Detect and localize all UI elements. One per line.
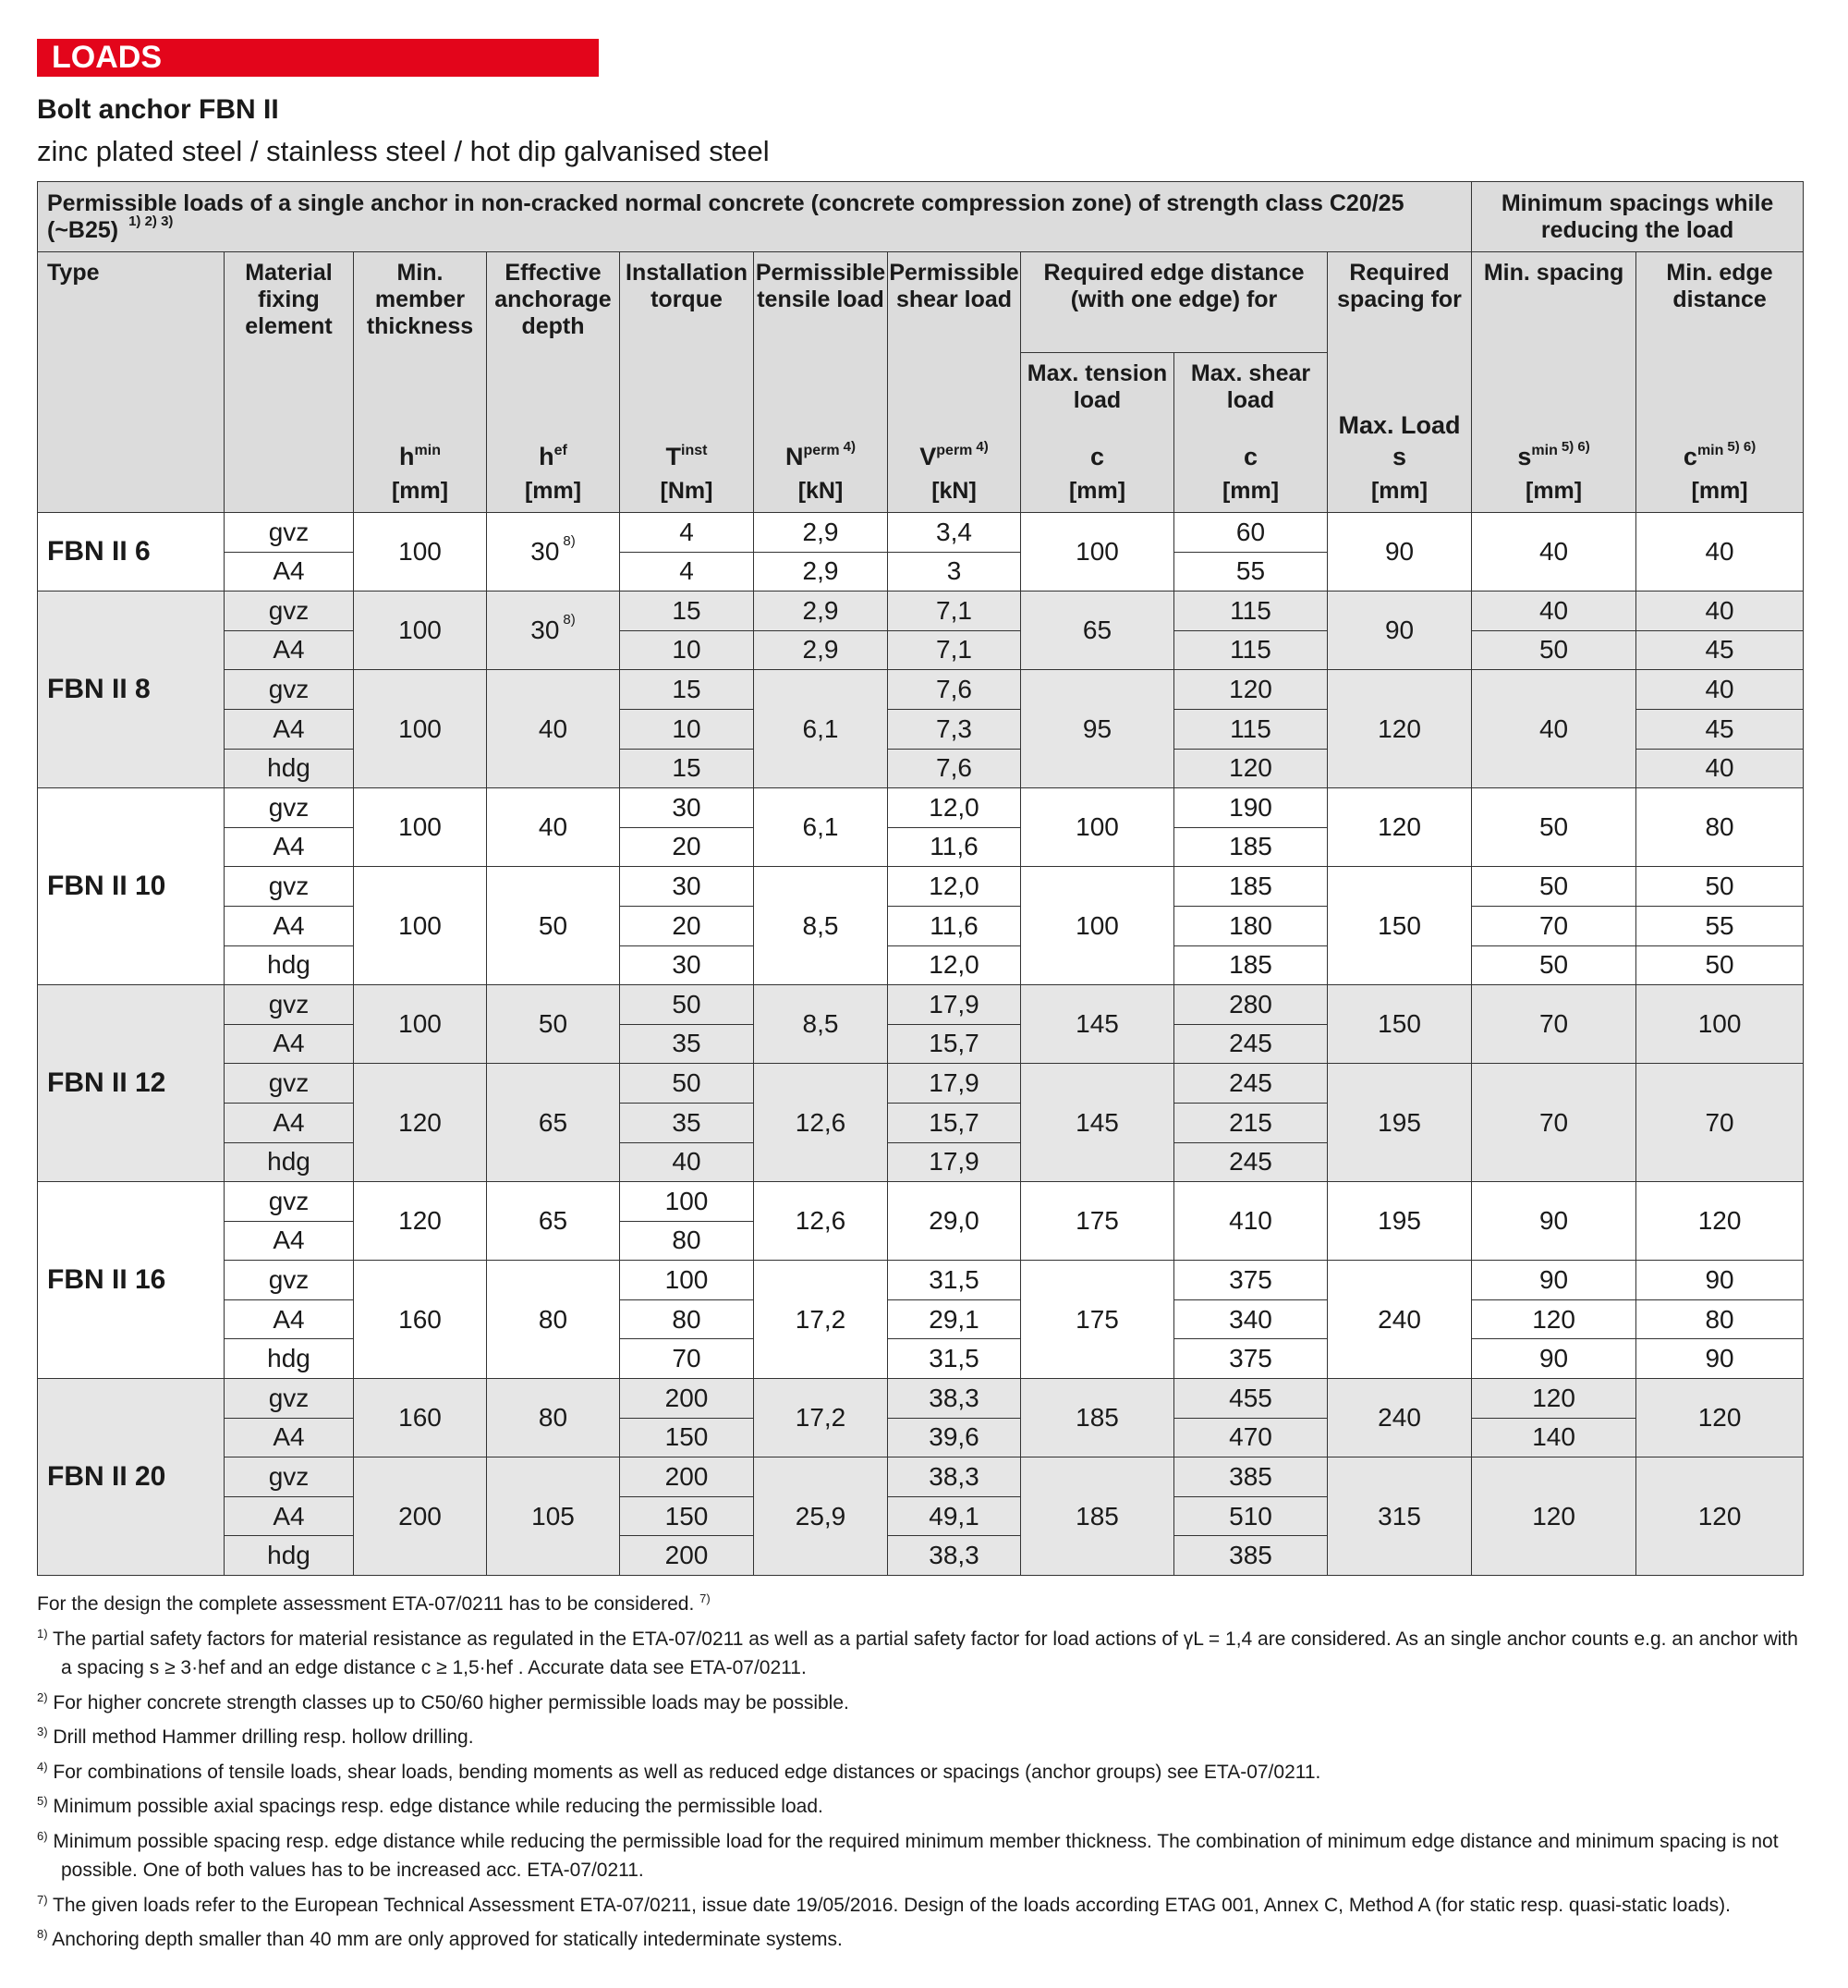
- type-cell: FBN II 10: [38, 788, 225, 985]
- header-edge-tension: Max. tension load c [mm]: [1021, 353, 1174, 513]
- cmin-cell: 90: [1636, 1261, 1804, 1300]
- hmin-cell: 100: [354, 788, 487, 867]
- vperm-cell: 7,1: [888, 592, 1021, 631]
- vperm-cell: 38,3: [888, 1457, 1021, 1497]
- cmin-cell: 120: [1636, 1379, 1804, 1457]
- edge-tension-cell: 65: [1021, 592, 1174, 670]
- header-row-top: [38, 182, 1804, 252]
- hmin-cell: 120: [354, 1064, 487, 1182]
- spacing-cell: 150: [1328, 867, 1472, 985]
- material-cell: A4: [225, 1496, 354, 1536]
- hmin-cell: 120: [354, 1182, 487, 1261]
- tinst-cell: 20: [620, 906, 754, 945]
- page-title: Bolt anchor FBN II: [37, 94, 279, 125]
- edge-shear-cell: 510: [1174, 1496, 1328, 1536]
- table-row: [38, 788, 1804, 828]
- table-row: [38, 1064, 1804, 1104]
- edge-shear-cell: 245: [1174, 1024, 1328, 1064]
- hef-cell: 105: [487, 1457, 620, 1576]
- hmin-cell: 100: [354, 670, 487, 788]
- tinst-cell: 15: [620, 749, 754, 788]
- tinst-cell: 50: [620, 985, 754, 1025]
- hef-cell: 80: [487, 1261, 620, 1379]
- vperm-cell: 11,6: [888, 906, 1021, 945]
- cmin-cell: 80: [1636, 788, 1804, 867]
- table-row: [38, 945, 1804, 985]
- smin-cell: 50: [1472, 788, 1636, 867]
- hmin-cell: 100: [354, 867, 487, 985]
- header-main-caption: Permissible loads of a single anchor in non-cracked normal concrete (concrete compression zone) of strength class C20/25 (~B25) $^{1) 2) 3)}$: [38, 182, 1472, 252]
- cmin-cell: 70: [1636, 1064, 1804, 1182]
- material-cell: gvz: [225, 985, 354, 1025]
- material-cell: gvz: [225, 867, 354, 907]
- edge-shear-cell: 410: [1174, 1182, 1328, 1261]
- header-spacing: Required spacing for Max. Load s [mm]: [1328, 252, 1472, 513]
- table-row: [38, 1299, 1804, 1339]
- tinst-cell: 50: [620, 1064, 754, 1104]
- vperm-cell: 11,6: [888, 827, 1021, 867]
- smin-cell: 70: [1472, 1064, 1636, 1182]
- edge-tension-cell: 145: [1021, 985, 1174, 1064]
- smin-cell: 50: [1472, 867, 1636, 907]
- tinst-cell: 10: [620, 709, 754, 749]
- type-cell: FBN II 12: [38, 985, 225, 1182]
- smin-cell: 120: [1472, 1379, 1636, 1419]
- vperm-cell: 31,5: [888, 1261, 1021, 1300]
- nperm-cell: 6,1: [754, 670, 888, 788]
- tinst-cell: 35: [620, 1103, 754, 1142]
- header-hmin: Min. member thickness $h^{min}$ [mm]: [354, 252, 487, 513]
- header-tinst: Installation torque $T^{inst}$ [Nm]: [620, 252, 754, 513]
- table-row: [38, 1182, 1804, 1222]
- vperm-cell: 49,1: [888, 1496, 1021, 1536]
- edge-shear-cell: 455: [1174, 1379, 1328, 1419]
- edge-shear-cell: 245: [1174, 1064, 1328, 1104]
- tinst-cell: 80: [620, 1299, 754, 1339]
- material-cell: gvz: [225, 1457, 354, 1497]
- material-cell: hdg: [225, 1339, 354, 1379]
- section-banner: LOADS: [37, 39, 599, 77]
- spacing-cell: 240: [1328, 1379, 1472, 1457]
- material-cell: A4: [225, 709, 354, 749]
- material-cell: A4: [225, 1024, 354, 1064]
- edge-shear-cell: 115: [1174, 592, 1328, 631]
- material-cell: A4: [225, 630, 354, 670]
- smin-cell: 50: [1472, 945, 1636, 985]
- edge-shear-cell: 60: [1174, 513, 1328, 553]
- cmin-cell: 120: [1636, 1182, 1804, 1261]
- spacing-cell: 120: [1328, 788, 1472, 867]
- table-row: [38, 1261, 1804, 1300]
- header-min-spacings: Minimum spacings while reducing the load: [1472, 182, 1804, 252]
- edge-shear-cell: 245: [1174, 1142, 1328, 1182]
- header-smin: Min. spacing $s^{min}$ $^{5) 6)}$ [mm]: [1472, 252, 1636, 513]
- tinst-cell: 30: [620, 867, 754, 907]
- hef-cell: 30 $^{8)}$: [487, 592, 620, 670]
- hef-cell: 65: [487, 1064, 620, 1182]
- footnote-5: $^{5)}$ Minimum possible axial spacings resp. edge distance while reducing the permissible load.: [37, 1794, 823, 1817]
- page-subtitle: zinc plated steel / stainless steel / hot dip galvanised steel: [37, 135, 770, 167]
- smin-cell: 70: [1472, 906, 1636, 945]
- header-hef: Effective anchorage depth $h^{ef}$ [mm]: [487, 252, 620, 513]
- spacing-cell: 90: [1328, 592, 1472, 670]
- hmin-cell: 200: [354, 1457, 487, 1576]
- cmin-cell: 50: [1636, 945, 1804, 985]
- vperm-cell: 3,4: [888, 513, 1021, 553]
- cmin-cell: 90: [1636, 1339, 1804, 1379]
- material-cell: gvz: [225, 670, 354, 710]
- table-row: [38, 985, 1804, 1025]
- edge-shear-cell: 280: [1174, 985, 1328, 1025]
- smin-cell: 90: [1472, 1261, 1636, 1300]
- cmin-cell: 45: [1636, 630, 1804, 670]
- footnote-8: $^{8)}$ Anchoring depth smaller than 40 mm are only approved for statically intederminate systems.: [37, 1927, 843, 1950]
- material-cell: A4: [225, 1103, 354, 1142]
- edge-shear-cell: 180: [1174, 906, 1328, 945]
- cmin-cell: 40: [1636, 513, 1804, 592]
- edge-shear-cell: 385: [1174, 1536, 1328, 1576]
- spacing-cell: 240: [1328, 1261, 1472, 1379]
- table-row: [38, 670, 1804, 710]
- material-cell: gvz: [225, 788, 354, 828]
- edge-shear-cell: 55: [1174, 552, 1328, 592]
- vperm-cell: 7,1: [888, 630, 1021, 670]
- hef-cell: 30 $^{8)}$: [487, 513, 620, 592]
- material-cell: gvz: [225, 592, 354, 631]
- nperm-cell: 2,9: [754, 513, 888, 553]
- nperm-cell: 8,5: [754, 867, 888, 985]
- vperm-cell: 15,7: [888, 1103, 1021, 1142]
- material-cell: hdg: [225, 1142, 354, 1182]
- hef-cell: 50: [487, 867, 620, 985]
- nperm-cell: 25,9: [754, 1457, 888, 1576]
- table-row: [38, 1418, 1804, 1457]
- vperm-cell: 29,0: [888, 1182, 1021, 1261]
- spacing-cell: 195: [1328, 1182, 1472, 1261]
- smin-cell: 90: [1472, 1339, 1636, 1379]
- hmin-cell: 100: [354, 513, 487, 592]
- hef-cell: 80: [487, 1379, 620, 1457]
- cmin-cell: 55: [1636, 906, 1804, 945]
- tinst-cell: 150: [620, 1418, 754, 1457]
- hef-cell: 40: [487, 788, 620, 867]
- tinst-cell: 15: [620, 592, 754, 631]
- type-cell: FBN II 20: [38, 1379, 225, 1576]
- material-cell: A4: [225, 1299, 354, 1339]
- smin-cell: 120: [1472, 1299, 1636, 1339]
- nperm-cell: 12,6: [754, 1182, 888, 1261]
- edge-tension-cell: 185: [1021, 1379, 1174, 1457]
- cmin-cell: 40: [1636, 592, 1804, 631]
- spacing-cell: 90: [1328, 513, 1472, 592]
- tinst-cell: 30: [620, 788, 754, 828]
- smin-cell: 70: [1472, 985, 1636, 1064]
- cmin-cell: 40: [1636, 749, 1804, 788]
- edge-shear-cell: 185: [1174, 945, 1328, 985]
- material-cell: gvz: [225, 513, 354, 553]
- edge-shear-cell: 340: [1174, 1299, 1328, 1339]
- edge-tension-cell: 175: [1021, 1261, 1174, 1379]
- vperm-cell: 31,5: [888, 1339, 1021, 1379]
- tinst-cell: 35: [620, 1024, 754, 1064]
- table-row: [38, 867, 1804, 907]
- hef-cell: 40: [487, 670, 620, 788]
- footnote-2: $^{2)}$ For higher concrete strength classes up to C50/60 higher permissible loads may be possible.: [37, 1689, 849, 1714]
- edge-tension-cell: 100: [1021, 867, 1174, 985]
- vperm-cell: 39,6: [888, 1418, 1021, 1457]
- smin-cell: 50: [1472, 630, 1636, 670]
- header-edge-shear: Max. shear load c [mm]: [1174, 353, 1328, 513]
- hef-cell: 50: [487, 985, 620, 1064]
- footnote-7: $^{7)}$ The given loads refer to the European Technical Assessment ETA-07/0211, issue date 19/05/2016. Design of the loads according ETAG 001, Annex C, Method A (for static resp. quasi-static loads).: [37, 1892, 1732, 1916]
- spacing-cell: 150: [1328, 985, 1472, 1064]
- tinst-cell: 15: [620, 670, 754, 710]
- vperm-cell: 29,1: [888, 1299, 1021, 1339]
- material-cell: A4: [225, 1221, 354, 1261]
- vperm-cell: 15,7: [888, 1024, 1021, 1064]
- edge-shear-cell: 385: [1174, 1457, 1328, 1497]
- vperm-cell: 17,9: [888, 1064, 1021, 1104]
- header-edge-distance: Required edge distance (with one edge) for: [1021, 252, 1328, 353]
- table-row: [38, 906, 1804, 945]
- header-row-columns: [38, 252, 1804, 353]
- edge-tension-cell: 95: [1021, 670, 1174, 788]
- nperm-cell: 12,6: [754, 1064, 888, 1182]
- edge-shear-cell: 375: [1174, 1261, 1328, 1300]
- header-material: Material fixing element: [225, 252, 354, 513]
- table-row: [38, 630, 1804, 670]
- edge-shear-cell: 190: [1174, 788, 1328, 828]
- vperm-cell: 12,0: [888, 945, 1021, 985]
- smin-cell: 140: [1472, 1418, 1636, 1457]
- cmin-cell: 100: [1636, 985, 1804, 1064]
- material-cell: gvz: [225, 1379, 354, 1419]
- material-cell: A4: [225, 552, 354, 592]
- tinst-cell: 40: [620, 1142, 754, 1182]
- edge-shear-cell: 120: [1174, 670, 1328, 710]
- footnote-3: $^{3)}$ Drill method Hammer drilling resp. hollow drilling.: [37, 1725, 474, 1748]
- spacing-cell: 120: [1328, 670, 1472, 788]
- nperm-cell: 17,2: [754, 1379, 888, 1457]
- tinst-cell: 150: [620, 1496, 754, 1536]
- edge-shear-cell: 375: [1174, 1339, 1328, 1379]
- spacing-cell: 195: [1328, 1064, 1472, 1182]
- hmin-cell: 160: [354, 1379, 487, 1457]
- type-cell: FBN II 6: [38, 513, 225, 592]
- material-cell: A4: [225, 906, 354, 945]
- material-cell: gvz: [225, 1261, 354, 1300]
- smin-cell: 120: [1472, 1457, 1636, 1576]
- edge-shear-cell: 215: [1174, 1103, 1328, 1142]
- header-cmin: Min. edge distance $c^{min}$ $^{5) 6)}$ [mm]: [1636, 252, 1804, 513]
- vperm-cell: 3: [888, 552, 1021, 592]
- edge-shear-cell: 115: [1174, 630, 1328, 670]
- header-type: Type: [38, 252, 225, 513]
- tinst-cell: 10: [620, 630, 754, 670]
- cmin-cell: 40: [1636, 670, 1804, 710]
- table-row: [38, 513, 1804, 553]
- edge-shear-cell: 115: [1174, 709, 1328, 749]
- table-row: [38, 592, 1804, 631]
- header-nperm: Permissible tensile load $N^{perm}$ $^{4)}$ [kN]: [754, 252, 888, 513]
- footnote-4: $^{4)}$ For combinations of tensile loads, shear loads, bending moments as well as reduced edge distances or spacings (anchor groups) see ETA-07/0211.: [37, 1759, 1321, 1783]
- nperm-cell: 6,1: [754, 788, 888, 867]
- tinst-cell: 20: [620, 827, 754, 867]
- edge-tension-cell: 185: [1021, 1457, 1174, 1576]
- cmin-cell: 120: [1636, 1457, 1804, 1576]
- nperm-cell: 2,9: [754, 630, 888, 670]
- vperm-cell: 7,6: [888, 670, 1021, 710]
- footnote-1: $^{1)}$ The partial safety factors for material resistance as regulated in the ETA-07/0211 as well as a partial safety factor for load actions of γL = 1,4 are considered. As an single anchor counts e.g. an anchor with a spacing s ≥ 3·hef and an edge distance c ≥ 1,5·hef . Accurate data see ETA-07/0211.: [37, 1626, 1798, 1678]
- edge-tension-cell: 175: [1021, 1182, 1174, 1261]
- tinst-cell: 200: [620, 1379, 754, 1419]
- vperm-cell: 12,0: [888, 867, 1021, 907]
- material-cell: hdg: [225, 1536, 354, 1576]
- vperm-cell: 38,3: [888, 1379, 1021, 1419]
- vperm-cell: 7,6: [888, 749, 1021, 788]
- vperm-cell: 17,9: [888, 1142, 1021, 1182]
- vperm-cell: 12,0: [888, 788, 1021, 828]
- tinst-cell: 100: [620, 1182, 754, 1222]
- material-cell: A4: [225, 827, 354, 867]
- hmin-cell: 100: [354, 592, 487, 670]
- nperm-cell: 2,9: [754, 552, 888, 592]
- material-cell: hdg: [225, 945, 354, 985]
- edge-tension-cell: 100: [1021, 788, 1174, 867]
- loads-table: [37, 181, 1804, 1576]
- edge-shear-cell: 120: [1174, 749, 1328, 788]
- vperm-cell: 7,3: [888, 709, 1021, 749]
- smin-cell: 40: [1472, 592, 1636, 631]
- edge-tension-cell: 100: [1021, 513, 1174, 592]
- edge-tension-cell: 145: [1021, 1064, 1174, 1182]
- smin-cell: 40: [1472, 670, 1636, 788]
- type-cell: FBN II 16: [38, 1182, 225, 1379]
- spacing-cell: 315: [1328, 1457, 1472, 1576]
- tinst-cell: 200: [620, 1457, 754, 1497]
- table-row: [38, 1457, 1804, 1497]
- edge-shear-cell: 185: [1174, 827, 1328, 867]
- footnotes: [37, 1590, 1802, 1960]
- cmin-cell: 45: [1636, 709, 1804, 749]
- tinst-cell: 4: [620, 513, 754, 553]
- edge-shear-cell: 185: [1174, 867, 1328, 907]
- nperm-cell: 2,9: [754, 592, 888, 631]
- tinst-cell: 70: [620, 1339, 754, 1379]
- tinst-cell: 100: [620, 1261, 754, 1300]
- tinst-cell: 200: [620, 1536, 754, 1576]
- table-row: [38, 1339, 1804, 1379]
- footnote-intro: For the design the complete assessment ETA-07/0211 has to be considered. $^{7)}$: [37, 1592, 711, 1615]
- tinst-cell: 80: [620, 1221, 754, 1261]
- material-cell: gvz: [225, 1182, 354, 1222]
- nperm-cell: 8,5: [754, 985, 888, 1064]
- header-vperm: Permissible shear load $V^{perm}$ $^{4)}$ [kN]: [888, 252, 1021, 513]
- cmin-cell: 50: [1636, 867, 1804, 907]
- material-cell: A4: [225, 1418, 354, 1457]
- tinst-cell: 4: [620, 552, 754, 592]
- vperm-cell: 17,9: [888, 985, 1021, 1025]
- type-cell: FBN II 8: [38, 592, 225, 788]
- material-cell: gvz: [225, 1064, 354, 1104]
- edge-shear-cell: 470: [1174, 1418, 1328, 1457]
- footnote-6: $^{6)}$ Minimum possible spacing resp. edge distance while reducing the permissible load for the required minimum member thickness. The combination of minimum edge distance and minimum spacing is not possible. One of both values has to be increased acc. ETA-07/0211.: [37, 1828, 1779, 1881]
- hmin-cell: 100: [354, 985, 487, 1064]
- table-row: [38, 1379, 1804, 1419]
- tinst-cell: 30: [620, 945, 754, 985]
- vperm-cell: 38,3: [888, 1536, 1021, 1576]
- hef-cell: 65: [487, 1182, 620, 1261]
- hmin-cell: 160: [354, 1261, 487, 1379]
- cmin-cell: 80: [1636, 1299, 1804, 1339]
- smin-cell: 90: [1472, 1182, 1636, 1261]
- smin-cell: 40: [1472, 513, 1636, 592]
- nperm-cell: 17,2: [754, 1261, 888, 1379]
- material-cell: hdg: [225, 749, 354, 788]
